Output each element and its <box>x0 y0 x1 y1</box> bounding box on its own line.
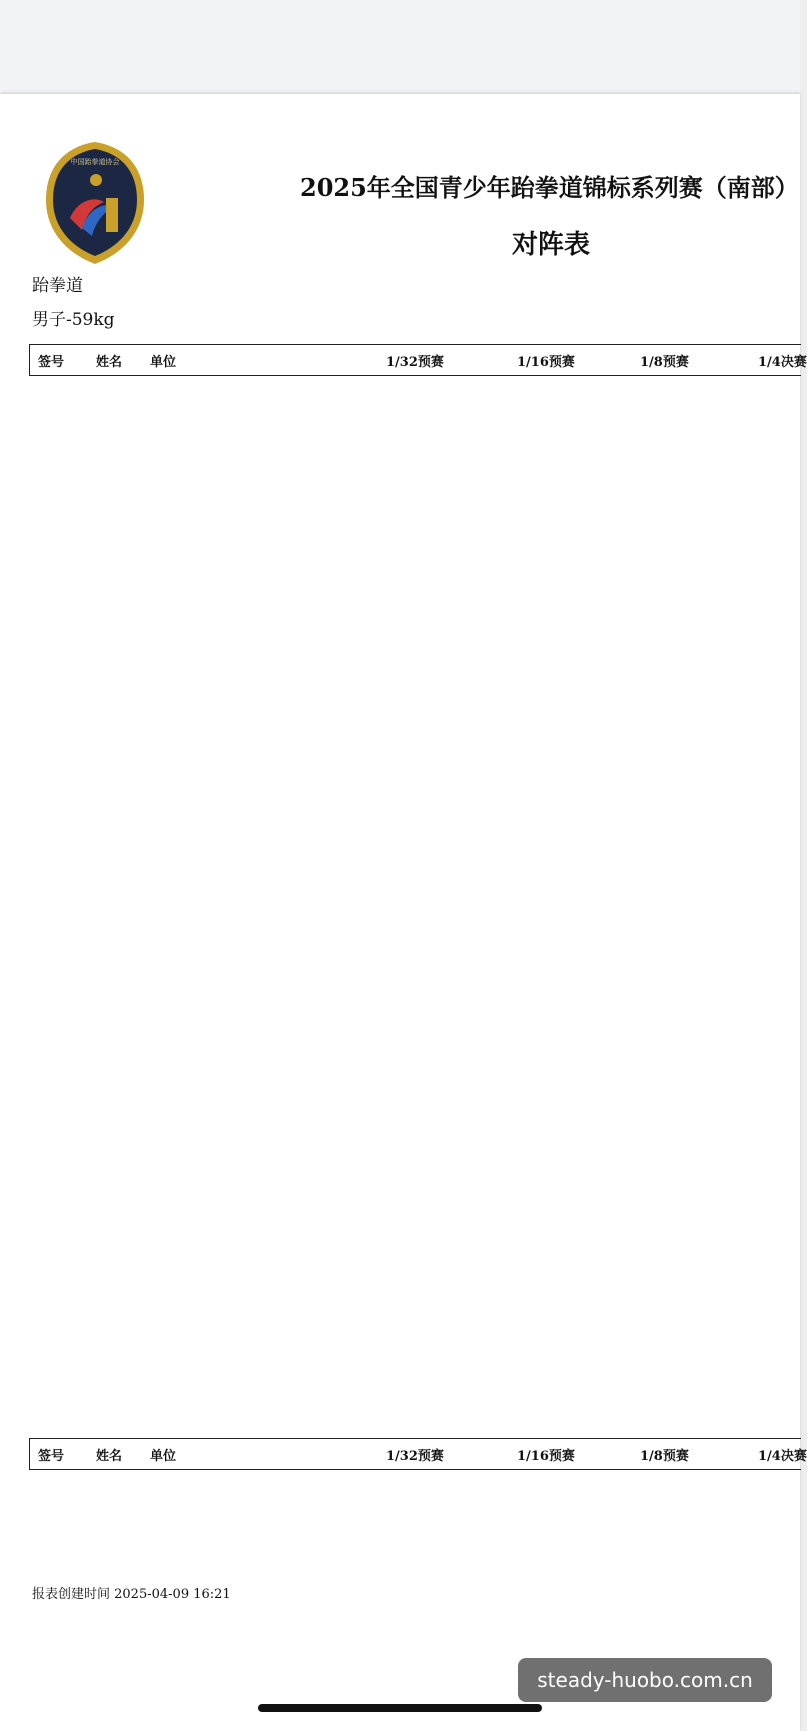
header-unit: 单位 <box>150 355 177 370</box>
header-r64: 1/32预赛 <box>386 355 444 370</box>
header-seed: 签号 <box>38 1449 65 1464</box>
header-r64: 1/32预赛 <box>386 1449 444 1464</box>
document-subtitle: 对阵表 <box>512 230 591 260</box>
header-name: 姓名 <box>96 1449 123 1464</box>
watermark: steady-huobo.com.cn <box>518 1658 772 1702</box>
header-r32: 1/16预赛 <box>517 355 575 370</box>
header-r32: 1/16预赛 <box>517 1449 575 1464</box>
header-name: 姓名 <box>96 355 123 370</box>
sport-label: 跆拳道 <box>32 276 83 296</box>
logo-text: 中国跆拳道协会 <box>70 158 120 166</box>
weight-category: 男子-59kg <box>32 310 115 330</box>
header-qf: 1/4决赛 <box>758 1449 807 1464</box>
document-title: 2025年全国青少年跆拳道锦标系列赛（南部） <box>300 173 799 202</box>
home-indicator <box>258 1704 542 1712</box>
report-created-time: 报表创建时间 2025-04-09 16:21 <box>32 1587 231 1602</box>
header-seed: 签号 <box>38 355 65 370</box>
header-qf: 1/4决赛 <box>758 355 807 370</box>
header-unit: 单位 <box>150 1449 177 1464</box>
header-r16: 1/8预赛 <box>640 1449 689 1464</box>
header-r16: 1/8预赛 <box>640 355 689 370</box>
